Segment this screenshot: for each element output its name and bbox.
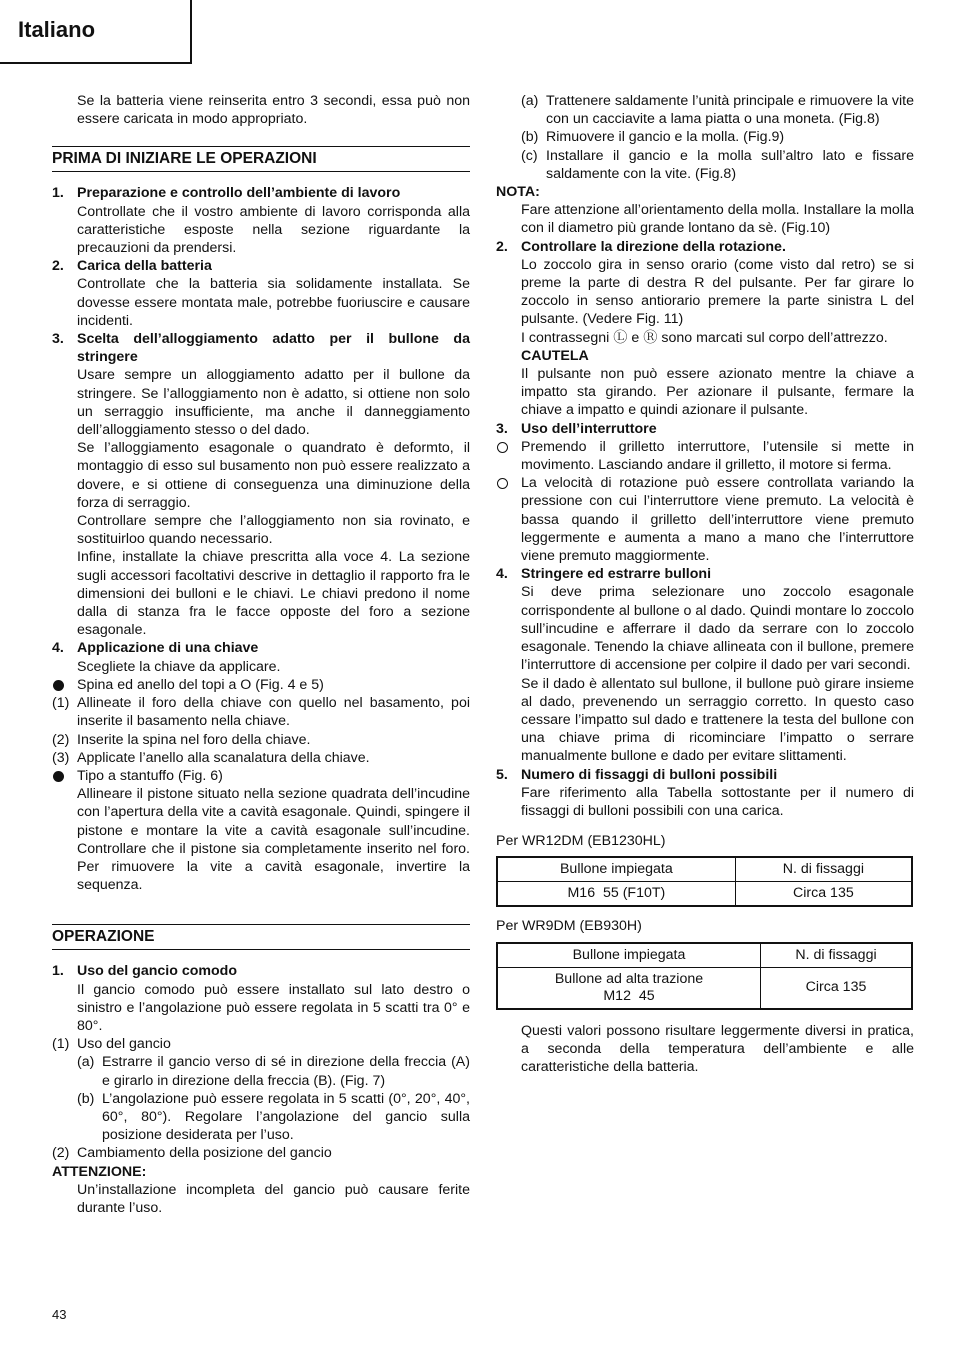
bolt-table-wr9dm [496, 942, 913, 1010]
item-text: I contrassegni Ⓛ e Ⓡ sono marcati sul corpo dell’attrezzo. [521, 329, 888, 346]
list-subitem: (a) Estrarre il gancio verso di sé in direzione della freccia (A) e girarlo in direzione della freccia (B). (Fig. 7) [77, 1054, 470, 1089]
language-tab [0, 0, 192, 64]
item-title: Controllare la direzione della rotazione. [521, 238, 786, 255]
item-text: Controllare sempre che l’alloggiamento non sia rovinato, e sostituirloo quando necessario. [77, 513, 470, 548]
op-item-1: 1. Uso del gancio comodo Il gancio comodo può essere installato sul lato destro o sinistro e l’angolazione può essere regolata in 5 scatti tra 0° e 80°. [52, 963, 470, 1034]
section-title-prima: PRIMA DI INIZIARE LE OPERAZIONI [52, 146, 470, 172]
item-title: Stringere ed estrarre bulloni [521, 566, 712, 583]
list-item: (2) Cambiamento della posizione del gancio [52, 1145, 332, 1162]
list-subitem: (c) Installare il gancio e la molla sull’altro lato e fissare saldamente con la vite. (Fig.8) [521, 147, 914, 182]
item-title: Preparazione e controllo dell’ambiente di lavoro [77, 185, 401, 202]
table-cell: Circa 135 [735, 882, 912, 907]
list-subitem: (a) Trattenere saldamente l’unità principale e rimuovere la vite con un cacciavite a lama piatta o una moneta. (Fig.8) [521, 93, 914, 128]
table-cell: M16 55 (F10T) [497, 882, 735, 907]
language-title: Italiano [18, 17, 96, 42]
table-cell: Circa 135 [761, 967, 913, 1009]
list-item: (1) Allineate il foro della chiave con quello nel basamento, poi inserite il basamento nella chiave. [52, 695, 470, 730]
item-text: Scegliete la chiave da applicare. [77, 658, 281, 675]
intro-paragraph: Se la batteria viene reinserita entro 3 secondi, essa può non essere caricata in modo appropriato. [77, 93, 470, 128]
bolt-table-wr12dm [496, 856, 913, 907]
cautela-text: Il pulsante non può essere azionato mentre la chiave a impatto sta girando. Per azionare il pulsante, fermare la chiave a impatto e quindi azionare il pulsante. [521, 366, 914, 419]
item-title: Carica della batteria [77, 258, 212, 275]
nota-text: Fare attenzione all’orientamento della molla. Installare la molla con il diametro più grande lontano da sè. (Fig.10) [521, 202, 914, 237]
attention-text: Un’installazione incompleta del gancio può causare ferite durante l’uso. [77, 1181, 470, 1216]
bullet-item [52, 676, 470, 694]
item-text: Controllate che il vostro ambiente di lavoro corrisponda alla caratteristiche esposte nella sezione riguardante la precauzioni da prendersi. [77, 203, 470, 257]
item-2: 2. Controllare la direzione della rotazione. Lo zoccolo gira in senso orario (come visto dal retro) se si preme la parte di destra R del pulsante. Per far girare lo zoccolo in senso antiorario premere la parte sinistra L del pulsante. (Vedere Fig. 11) I contrassegni Ⓛ e Ⓡ sono marcati sul corpo dell’attrezzo. CAUTELA Il pulsante non può essere azionato mentre la chiave a impatto sta girando. Per azionare il pulsante, fermare la chiave a impatto e quindi azionare il pulsante. [496, 238, 914, 419]
page-number: 43 [52, 1307, 67, 1322]
section-title-operazione: OPERAZIONE [52, 924, 470, 950]
list-subitem: (b) Rimuovere il gancio e la molla. (Fig.9) [521, 129, 785, 146]
table-header: N. di fissaggi [761, 943, 913, 968]
item-title: Uso del gancio comodo [77, 963, 238, 980]
nota-title: NOTA: [496, 184, 540, 201]
bullet-text: Allineare il pistone situato nella sezione quadrata dell’incudine con l’apertura della vite a cavità esagonale. Quindi, spingere il pistone e montare la vite a cavità esagonale sull’incudine. Controllare che il pistone sia completamente inserito nel foro. Per rimuovere la vite a cavità esagonale, invertire la sequenza. [77, 786, 470, 894]
item-2: 2. Carica della batteria Controllate che la batteria sia solidamente installata. Se dovesse essere montata male, potrebbe fuoriuscire e causare incidenti. [52, 258, 470, 329]
list-item: (2) Inserite la spina nel foro della chiave. [52, 731, 311, 748]
item-5: 5. Numero di fissaggi di bulloni possibili Fare riferimento alla Tabella sottostante per il numero di fissaggi di bulloni possibili con una carica. [496, 766, 914, 819]
item-text: Se il dado è allentato sul bullone, il bullone può girare insieme al dado, prevenendo un serraggio corretto. In questo caso cessare l’impatto sul dado e trattenere la testa del bullone con una chiave prima di ricominciare l’impatto o serrare manualmente bullone e dado per evitare slittamenti. [521, 675, 914, 765]
table1-caption: Per WR12DM (EB1230HL) [496, 833, 666, 850]
item-4: 4. Applicazione di una chiave Scegliete la chiave da applicare. [52, 639, 470, 675]
bullet-icon [53, 680, 64, 691]
item-text: Lo zoccolo gira in senso orario (come visto dal retro) se si preme la parte di destra R del pulsante. Per far girare lo zoccolo in senso antiorario premere la parte sinistra L del pulsante. (Vedere Fig. 11) [521, 256, 914, 328]
table-header: Bullone impiegata [497, 857, 735, 882]
item-text: Usare sempre un alloggiamento adatto per il bullone da stringere. Se l’alloggiamento non è adatto, si ottiene non solo un serraggio insufficiente, ma anche il danneggiamento dell’alloggiamento stesso o del dado. [77, 367, 470, 439]
circle-bullet-icon [497, 478, 508, 489]
item-text: Il gancio comodo può essere installato sul lato destro o sinistro e l’angolazione può essere regolata in 5 scatti tra 0° e 80°. [77, 981, 470, 1034]
table-header: Bullone impiegata [497, 943, 761, 968]
attention-title: ATTENZIONE: [52, 1163, 147, 1180]
bullet-text: Spina ed anello del topi a O (Fig. 4 e 5) [77, 676, 324, 693]
item-title: Scelta dell’alloggiamento adatto per il bullone da stringere [77, 331, 470, 366]
item-title: Applicazione di una chiave [77, 640, 259, 657]
cautela-title: CAUTELA [521, 347, 589, 364]
item-3: 3. Uso dell’interruttore [496, 420, 914, 438]
table-header: N. di fissaggi [735, 857, 912, 882]
item-text: Se l’alloggiamento esagonale o quandrato è deformto, il montaggio di esso sul busamento non può essere realizzato a dovere, e si ottiene di conseguenza una diminuzione della forza di serraggio. [77, 440, 470, 511]
item-text: Controllate che la batteria sia solidamente installata. Se dovesse essere montata male, potrebbe fuoriuscire e causare incidenti. [77, 276, 470, 329]
footer-note: Questi valori possono risultare leggermente diversi in pratica, a seconda della temperatura dell’ambiente e alle caratteristiche della batteria. [521, 1022, 914, 1075]
circle-item: La velocità di rotazione può essere controllata variando la pressione con cui l’interruttore viene premuto. La velocità è bassa quando il grilletto dell’interruttore viene premuto leggermente e aumenta a mano a mano che l’interruttore viene premuto maggiormente. [496, 474, 914, 565]
item-3: 3. Scelta dell’alloggiamento adatto per il bullone da stringere Usare sempre un alloggiamento adatto per il bullone da stringere. Se l’alloggiamento non è adatto, si ottiene non solo un serraggio insufficiente, ma anche il danneggiamento dell’alloggiamento stesso o del dado. Se l’alloggiamento esagonale o quandrato è deformto, il montaggio di esso sul busamento non può essere realizzato a dovere, e si ottiene di conseguenza una diminuzione della forza di serraggio. Controllare sempre che l’alloggiamento non sia rovinato, e sostituirloo quando necessario. Infine, installate la chiave prescritta alla voce 4. La sezione sugli accessori facoltativi descrive in dettaglio il rapporto fra le dimensioni dei bulloni e le chiavi. Le chiavi predono il nome dalla di stanza fra le facce opposte del foro a sezione esagonale. [52, 331, 470, 639]
circle-bullet-icon [497, 442, 508, 453]
item-title: Numero di fissaggi di bulloni possibili [521, 766, 778, 783]
left-column [52, 92, 470, 1217]
bullet-item [52, 767, 470, 894]
bullet-icon [53, 771, 64, 782]
table-cell: Bullone ad alta trazione M12 45 [497, 967, 761, 1009]
circle-item: Premendo il grilletto interruttore, l’utensile si mette in movimento. Lasciando andare il grilletto, il motore si ferma. [496, 438, 914, 474]
list-item: (1) Uso del gancio [52, 1036, 171, 1053]
item-title: Uso dell’interruttore [521, 420, 657, 437]
right-column [496, 92, 914, 1076]
list-subitem: (b) L’angolazione può essere regolata in 5 scatti (0°, 20°, 40°, 60°, 80°). Regolare l’angolazione del gancio sulla posizione desiderata per l’uso. [77, 1090, 470, 1144]
table2-caption: Per WR9DM (EB930H) [496, 918, 642, 935]
item-text: Si deve prima selezionare uno zoccolo esagonale corrispondente al bullone o al dado. Quindi montare lo zoccolo sull’incudine e afferrare il dado da serrare con lo zoccolo esagonale. Tenendo la chiave allineata con il bullone, premere l’interruttore di accensione per colpire il dado per vari secondi. [521, 584, 914, 674]
bullet-text: Tipo a stantuffo (Fig. 6) [77, 767, 223, 784]
item-1: 1. Preparazione e controllo dell’ambiente di lavoro Controllate che il vostro ambiente di lavoro corrisponda alla caratteristiche esposte nella sezione riguardante la precauzioni da prendersi. [52, 185, 470, 257]
item-text: Fare riferimento alla Tabella sottostante per il numero di fissaggi di bulloni possibili con una carica. [521, 784, 914, 819]
item-text: Infine, installate la chiave prescritta alla voce 4. La sezione sugli accessori facoltativi descrive in dettaglio il rapporto fra le dimensioni dei bulloni e le chiavi. Le chiavi predono il nome dalla di stanza fra le facce opposte del foro a sezione esagonale. [77, 549, 470, 639]
list-item: (3) Applicate l’anello alla scanalatura della chiave. [52, 749, 370, 766]
item-4: 4. Stringere ed estrarre bulloni Si deve prima selezionare uno zoccolo esagonale corrispondente al bullone o al dado. Quindi montare lo zoccolo sull’incudine e afferrare il dado da serrare con lo zoccolo esagonale. Tenendo la chiave allineata con il bullone, premere l’interruttore di accensione per colpire il dado per vari secondi. Se il dado è allentato sul bullone, il bullone può girare insieme al dado, prevenendo un serraggio corretto. In questo caso cessare l’impatto sul dado e trattenere la testa del bullone con una chiave prima di ricominciare l’impatto o serrare manualmente bullone e dado per evitare slittamenti. [496, 566, 914, 765]
